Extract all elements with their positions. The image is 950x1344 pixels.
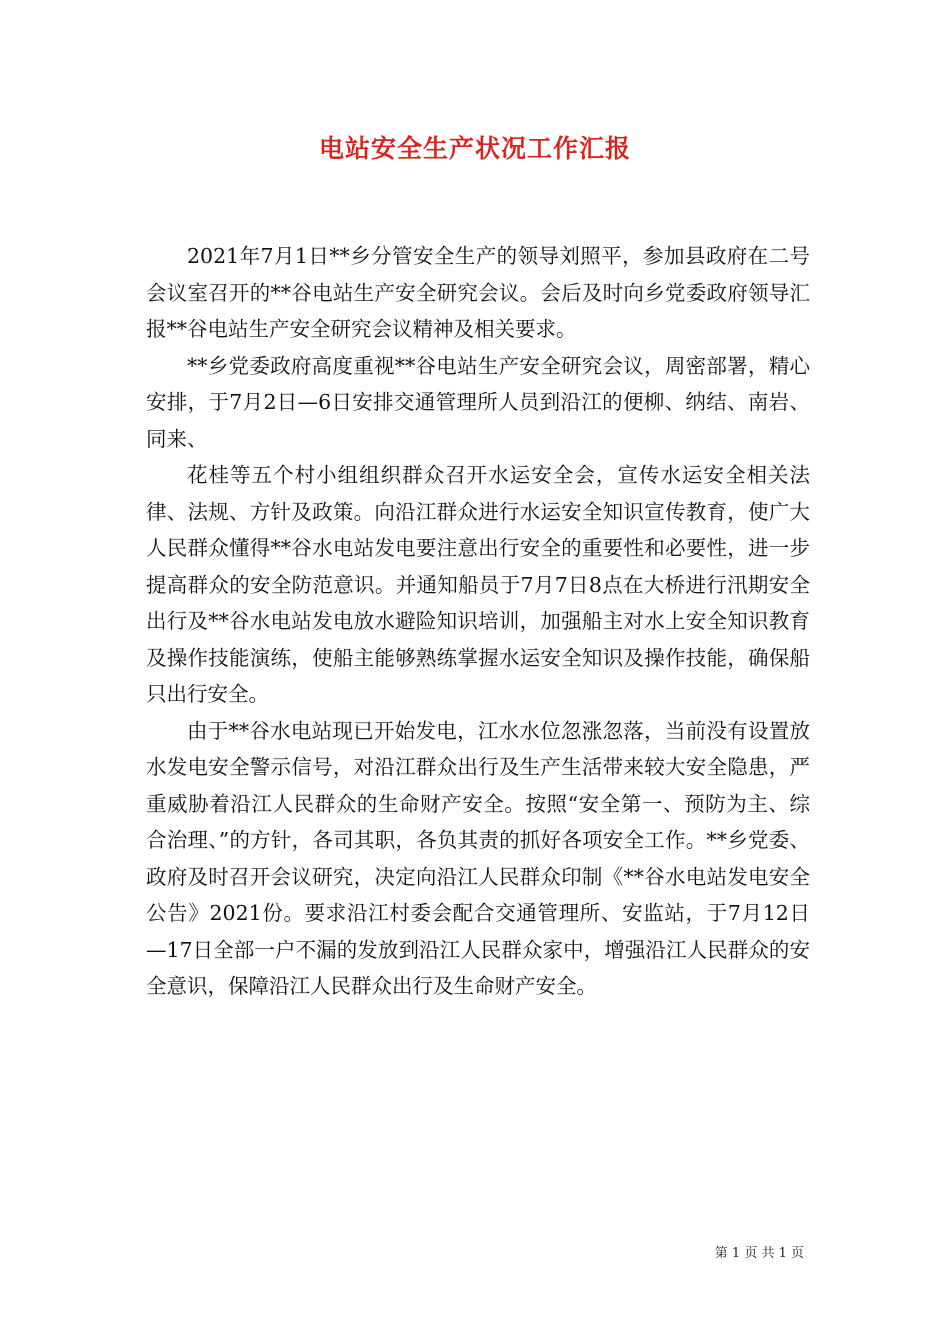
paragraph-2: **乡党委政府高度重视**谷电站生产安全研究会议，周密部署，精心安排，于7月2日—6日安排交通管理所人员到沿江的便柳、纳结、南岩、同来、 <box>146 353 810 451</box>
document-title: 电站安全生产状况工作汇报 <box>318 134 631 163</box>
page-number: 第 1 页 共 1 页 <box>714 1246 804 1261</box>
paragraph-4: 由于**谷水电站现已开始发电，江水水位忽涨忽落，当前没有设置放水发电安全警示信号，对沿江群众出行及生产生活带来较大安全隐患，严重威胁着沿江人民群众的生命财产安全。按照“安全第一、预防为主、综合治理、”的方针，各司其职，各负其责的抓好各项安全工作。**乡党委、政府及时召开会议研究，决定向沿江人民群众印制《**谷水电站发电安全公告》2021份。要求沿江村委会配合交通管理所、安监站，于7月12日—17日全部一户不漏的发放到沿江人民群众家中，增强沿江人民群众的安全意识，保障沿江人民群众出行及生命财产安全。 <box>146 718 810 998</box>
paragraph-3: 花桂等五个村小组组织群众召开水运安全会，宣传水运安全相关法律、法规、方针及政策。向沿江群众进行水运安全知识宣传教育，使广大人民群众懂得**谷水电站发电要注意出行安全的重要性和必要性，进一步提高群众的安全防范意识。并通知船员于7月7日8点在大桥进行汛期安全出行及**谷水电站发电放水避险知识培训，加强船主对水上安全知识教育及操作技能演练，使船主能够熟练掌握水运安全知识及操作技能，确保船只出行安全。 <box>146 463 810 706</box>
document-body <box>146 238 810 1005</box>
paragraph-1: 2021年7月1日**乡分管安全生产的领导刘照平，参加县政府在二号会议室召开的**谷电站生产安全研究会议。会后及时向乡党委政府领导汇报**谷电站生产安全研究会议精神及相关要求。 <box>146 244 810 341</box>
